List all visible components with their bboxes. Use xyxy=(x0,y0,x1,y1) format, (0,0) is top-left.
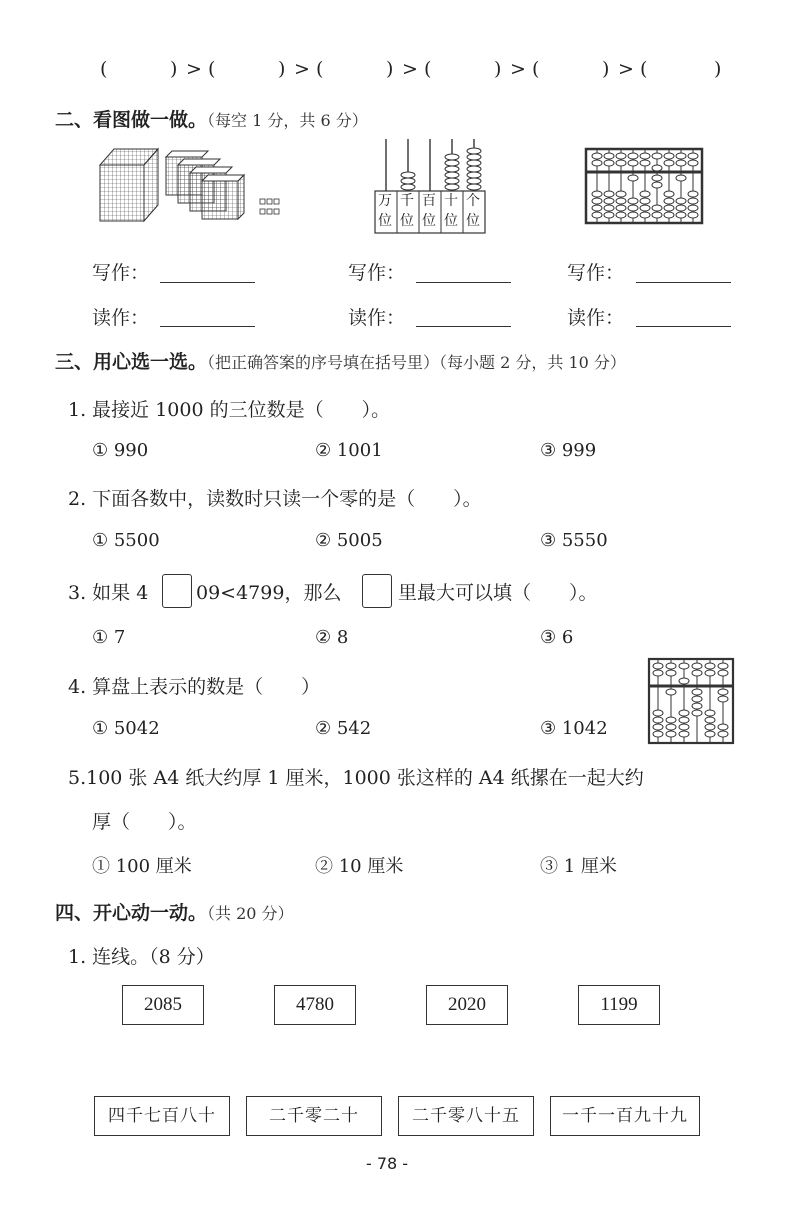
q5-option-1[interactable]: ① 100 厘米 xyxy=(92,856,192,877)
number-box-2[interactable]: 4780 xyxy=(274,985,356,1025)
order-paren-open-2: ( xyxy=(208,58,216,80)
page-number: - 78 - xyxy=(366,1154,409,1173)
place-label-wei-3: 位 xyxy=(422,213,436,229)
section3-title: 三、用心选一选。 xyxy=(55,351,208,373)
q5-option-2[interactable]: ② 10 厘米 xyxy=(315,856,404,877)
place-label-wei-1: 位 xyxy=(378,213,392,229)
place-label-wan: 万 xyxy=(378,193,392,209)
order-paren-open-5: ( xyxy=(532,58,540,80)
q3-option-3[interactable]: ③ 6 xyxy=(540,627,574,648)
place-label-wei-2: 位 xyxy=(400,213,414,229)
thousand-cubes-figure xyxy=(100,143,280,223)
word-box-1[interactable]: 四千七百八十 xyxy=(94,1096,230,1136)
place-label-wei-5: 位 xyxy=(466,213,480,229)
section3-note: （把正确答案的序号填在括号里）（每小题 2 分，共 10 分） xyxy=(207,353,626,372)
word-box-3[interactable]: 二千零八十五 xyxy=(398,1096,534,1136)
order-paren-close-5: ) xyxy=(602,58,610,80)
q1-option-3[interactable]: ③ 999 xyxy=(540,440,597,461)
unit-cubes xyxy=(260,199,279,214)
read-blank-3[interactable] xyxy=(636,326,731,327)
write-label-3: 写作： xyxy=(567,262,625,284)
place-label-shi: 十 xyxy=(444,193,458,209)
q2-option-2[interactable]: ② 5005 xyxy=(315,530,383,551)
q4-option-2[interactable]: ② 542 xyxy=(315,718,372,739)
place-label-bai: 百 xyxy=(422,193,436,209)
order-gt-3: > xyxy=(402,58,418,80)
q3-option-1[interactable]: ① 7 xyxy=(92,627,126,648)
beads-ones xyxy=(467,148,481,190)
q3-stem-part1: 3. 如果 4 xyxy=(68,582,149,604)
section4-note: （共 20 分） xyxy=(207,904,294,923)
write-blank-2[interactable] xyxy=(416,282,511,283)
q3-digit-box-1[interactable] xyxy=(162,574,192,608)
write-blank-1[interactable] xyxy=(160,282,255,283)
number-box-1[interactable]: 2085 xyxy=(122,985,204,1025)
order-paren-close-6: ) xyxy=(714,58,722,80)
read-blank-2[interactable] xyxy=(416,326,511,327)
q1-stem: 1. 最接近 1000 的三位数是（ ）。 xyxy=(68,399,391,421)
order-paren-close-1: ) xyxy=(170,58,178,80)
q4-abacus-upper-beads xyxy=(653,663,728,684)
section2-title: 二、看图做一做。 xyxy=(55,109,208,131)
read-label-3: 读作： xyxy=(567,307,625,329)
order-gt-1: > xyxy=(186,58,202,80)
hundred-flats xyxy=(166,151,244,219)
write-label-1: 写作： xyxy=(92,262,150,284)
q4-option-3[interactable]: ③ 1042 xyxy=(540,718,608,739)
section4-heading xyxy=(55,898,294,925)
order-paren-open-1: ( xyxy=(100,58,108,80)
q3-stem-part2: 09<4799，那么 xyxy=(196,582,342,604)
order-paren-close-4: ) xyxy=(494,58,502,80)
section4-title: 四、开心动一动。 xyxy=(55,902,208,924)
order-paren-open-3: ( xyxy=(316,58,324,80)
word-box-4[interactable]: 一千一百九十九 xyxy=(550,1096,700,1136)
section2-note: （每空 1 分，共 6 分） xyxy=(207,111,368,130)
section2-heading xyxy=(55,105,368,132)
order-gt-2: > xyxy=(294,58,310,80)
beads-tens xyxy=(445,154,459,190)
beads-thousands xyxy=(401,172,415,190)
number-box-4[interactable]: 1199 xyxy=(578,985,660,1025)
order-paren-close-3: ) xyxy=(386,58,394,80)
place-label-qian: 千 xyxy=(400,193,414,209)
q4-stem: 4. 算盘上表示的数是（ ） xyxy=(68,676,321,698)
q4-abacus-lower-beads xyxy=(653,689,728,737)
q4-abacus-figure xyxy=(648,658,734,746)
abacus-figure xyxy=(585,148,705,226)
read-label-2: 读作： xyxy=(348,307,406,329)
section3-heading xyxy=(55,347,626,374)
q3-option-2[interactable]: ② 8 xyxy=(315,627,349,648)
number-box-3[interactable]: 2020 xyxy=(426,985,508,1025)
order-gt-5: > xyxy=(618,58,634,80)
write-label-2: 写作： xyxy=(348,262,406,284)
write-blank-3[interactable] xyxy=(636,282,731,283)
big-cube xyxy=(100,149,158,221)
read-label-1: 读作： xyxy=(92,307,150,329)
order-row xyxy=(100,58,740,88)
q3-digit-box-2[interactable] xyxy=(362,574,392,608)
q2-option-3[interactable]: ③ 5550 xyxy=(540,530,608,551)
read-blank-1[interactable] xyxy=(160,326,255,327)
place-label-wei-4: 位 xyxy=(444,213,458,229)
order-paren-close-2: ) xyxy=(278,58,286,80)
q1-option-1[interactable]: ① 990 xyxy=(92,440,149,461)
place-label-ge: 个 xyxy=(466,193,480,209)
section4-sub1-label: 1. 连线。（8 分） xyxy=(68,946,215,968)
q5-stem-line1: 5.100 张 A4 纸大约厚 1 厘米，1000 张这样的 A4 纸摞在一起大约 xyxy=(68,767,644,789)
q2-stem: 2. 下面各数中，读数时只读一个零的是（ ）。 xyxy=(68,488,482,510)
q5-stem-line2: 厚（ ）。 xyxy=(92,811,197,833)
q1-option-2[interactable]: ② 1001 xyxy=(315,440,383,461)
word-box-2[interactable]: 二千零二十 xyxy=(246,1096,382,1136)
q2-option-1[interactable]: ① 5500 xyxy=(92,530,160,551)
q3-stem-part3: 里最大可以填（ ）。 xyxy=(398,582,598,604)
q4-option-1[interactable]: ① 5042 xyxy=(92,718,160,739)
order-paren-open-6: ( xyxy=(640,58,648,80)
order-paren-open-4: ( xyxy=(424,58,432,80)
order-gt-4: > xyxy=(510,58,526,80)
q5-option-3[interactable]: ③ 1 厘米 xyxy=(540,856,617,877)
